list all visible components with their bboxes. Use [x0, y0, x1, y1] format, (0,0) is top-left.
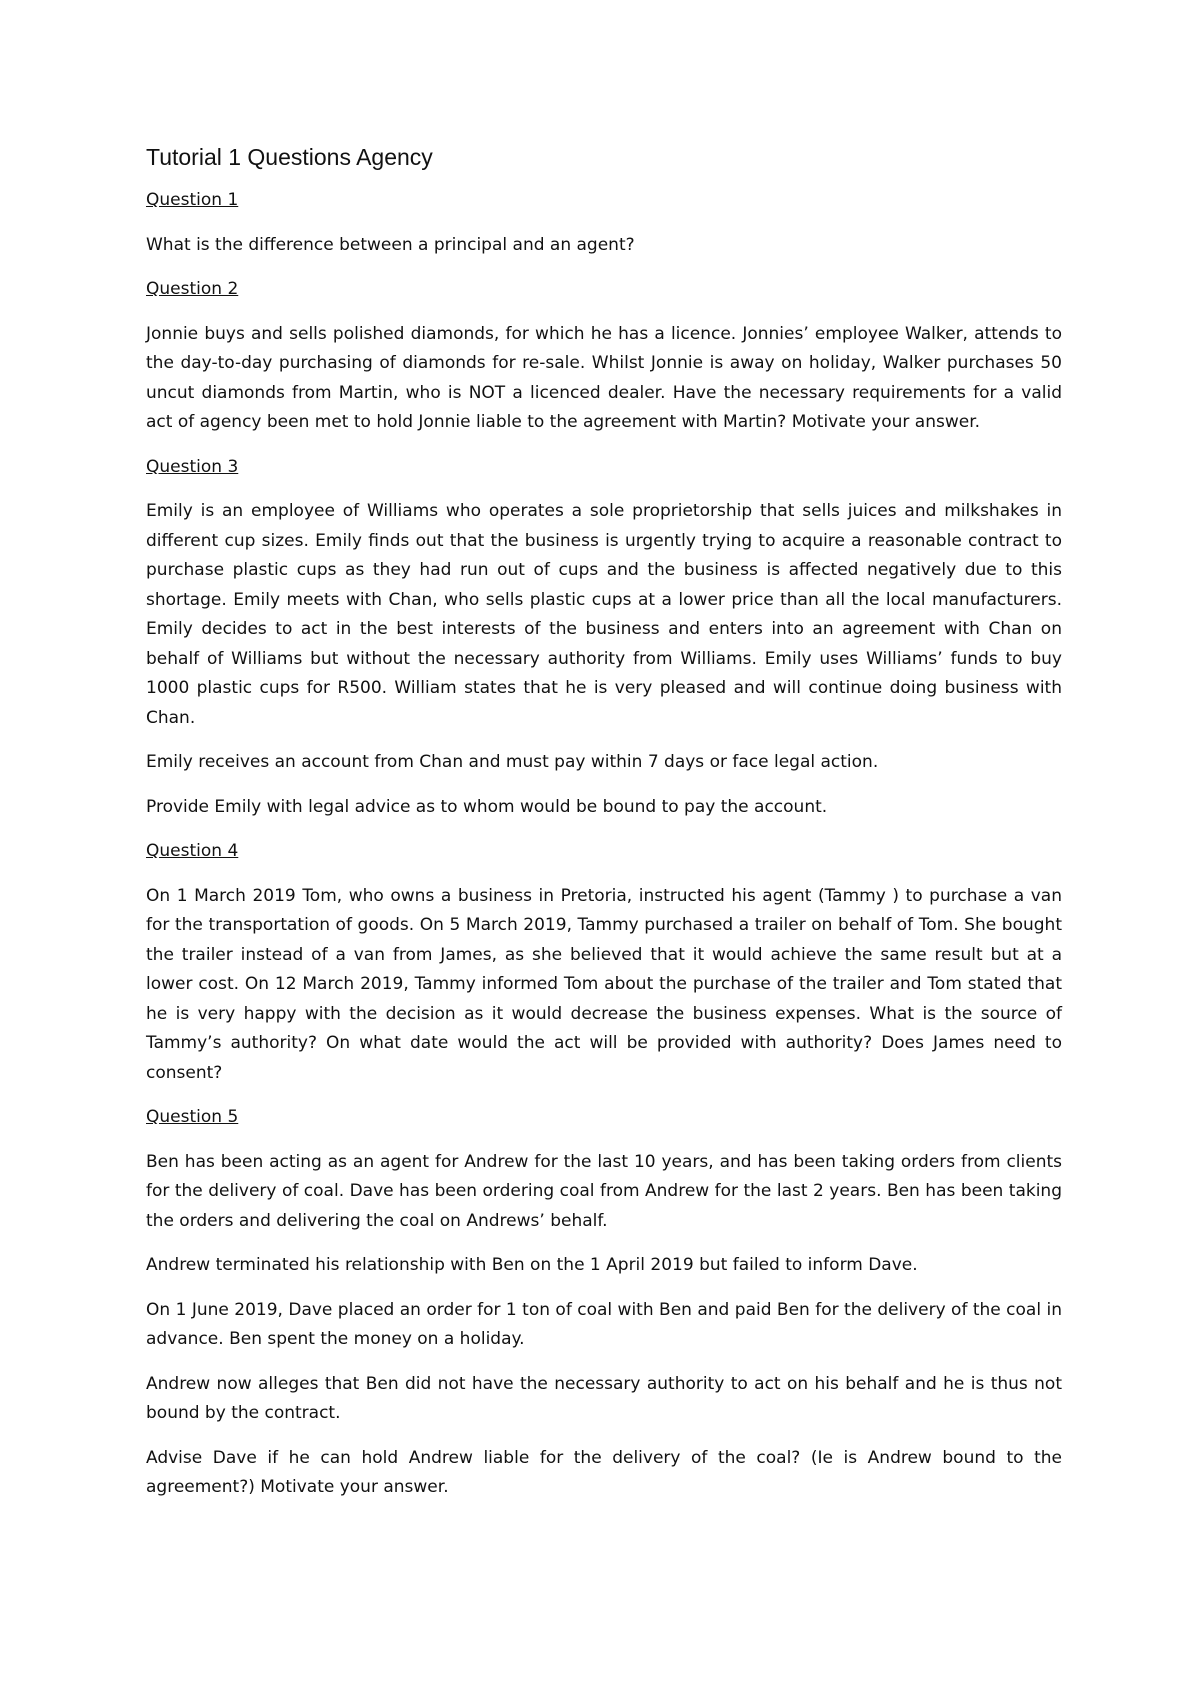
question-heading: Question 1 [146, 190, 239, 210]
question-text: Emily receives an account from Chan and must pay within 7 days or face legal action. [146, 752, 879, 772]
question-heading: Question 4 [146, 841, 239, 861]
question-text: Advise Dave if he can hold Andrew liable for the delivery of the coal? (Ie is Andrew bound to the agreement?) Motivate your answer. [146, 1447, 1062, 1497]
question-text: Emily is an employee of Williams who operates a sole proprietorship that sells juices and milkshakes in different cup sizes. Emily finds out that the business is urgently trying to acquire a reasonable contract to purchase plastic cups as they had run out of cups and the business is affected negatively due to this shortage. Emily meets with Chan, who sells plastic cups at a lower price than all the local manufacturers. Emily decides to act in the best interests of the business and enters into an agreement with Chan on behalf of Williams but without the necessary authority from Williams. Emily uses Williams’ funds to buy 1000 plastic cups for R500. William states that he is very pleased and will continue doing business with Chan. [146, 501, 1062, 728]
question-text: Andrew terminated his relationship with Ben on the 1 April 2019 but failed to inform Dave. [146, 1255, 918, 1275]
question-heading: Question 5 [146, 1107, 239, 1127]
question-heading: Question 2 [146, 279, 239, 299]
question-text: On 1 June 2019, Dave placed an order for 1 ton of coal with Ben and paid Ben for the delivery of the coal in advance. Ben spent the money on a holiday. [146, 1299, 1062, 1349]
question-text: Andrew now alleges that Ben did not have the necessary authority to act on his behalf and he is thus not bound by the contract. [146, 1373, 1062, 1423]
document-body [146, 142, 1062, 1518]
document-title: Tutorial 1 Questions Agency [146, 144, 433, 170]
question-text: On 1 March 2019 Tom, who owns a business in Pretoria, instructed his agent (Tammy ) to purchase a van for the transportation of goods. On 5 March 2019, Tammy purchased a trailer on behalf of Tom. She bought the trailer instead of a van from James, as she believed that it would achieve the same result but at a lower cost. On 12 March 2019, Tammy informed Tom about the purchase of the trailer and Tom stated that he is very happy with the decision as it would decrease the business expenses. What is the source of Tammy’s authority? On what date would the act will be provided with authority? Does James need to consent? [146, 885, 1062, 1083]
question-text: Ben has been acting as an agent for Andrew for the last 10 years, and has been taking orders from clients for the delivery of coal. Dave has been ordering coal from Andrew for the last 2 years. Ben has been taking the orders and delivering the coal on Andrews’ behalf. [146, 1151, 1062, 1231]
question-text: What is the difference between a principal and an agent? [146, 234, 635, 255]
question-5 [146, 1103, 1062, 1503]
question-4 [146, 837, 1062, 1088]
question-text: Jonnie buys and sells polished diamonds, for which he has a licence. Jonnies’ employee Walker, attends to the day-to-day purchasing of diamonds for re-sale. Whilst Jonnie is away on holiday, Walker purchases 50 uncut diamonds from Martin, who is NOT a licenced dealer. Have the necessary requirements for a valid act of agency been met to hold Jonnie liable to the agreement with Martin? Motivate your answer. [146, 323, 1062, 432]
question-3 [146, 453, 1062, 823]
question-2 [146, 275, 1062, 438]
question-text: Provide Emily with legal advice as to whom would be bound to pay the account. [146, 796, 828, 817]
question-1 [146, 186, 1062, 260]
question-heading: Question 3 [146, 456, 239, 477]
